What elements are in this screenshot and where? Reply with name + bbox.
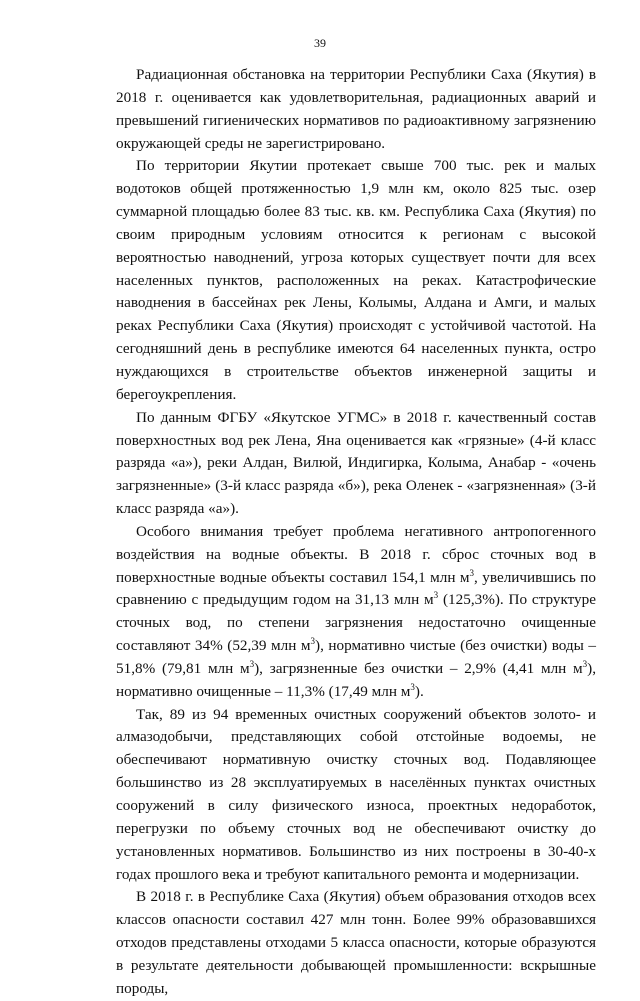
paragraph-text: Особого внимания требует проблема негативного антропогенного воздействия на водные объекты. В 2018 г. сброс сточных вод в поверхностные водные объекты составил 154,1 млн м [116, 522, 596, 586]
paragraph-text: ), нормативно чистые (без очистки) воды – 51,8% (79,81 млн м [116, 637, 596, 677]
paragraph-text: (125,3%). По структуре сточных вод, по степени загрязнения недостаточно очищенные составляют 34% (52,39 млн м [116, 591, 596, 655]
superscript: 3 [249, 658, 255, 669]
paragraph-text: ). [414, 682, 424, 700]
superscript: 3 [582, 658, 588, 669]
page-body [116, 64, 596, 1001]
paragraph-water-quality [116, 407, 596, 521]
superscript: 3 [310, 636, 316, 647]
paragraph-waste [116, 886, 596, 1000]
paragraph-wastewater [116, 521, 596, 704]
paragraph-text: По территории Якутии протекает свыше 700 тыс. рек и малых водотоков общей протяженностью 1,9 млн км, около 825 тыс. озер суммарной площадью более 83 тыс. кв. км. Республика Саха (Якутия) по своим природным условиям относится к регионам с высокой вероятностью наводнений, угроза которых существует почти для всех населенных пунктов, расположенных на реках. Катастрофические наводнения в бассейнах рек Лены, Колымы, Алдана и Амги, и малых реках Республики Саха (Якутия) происходят с устойчивой частотой. На сегодняшний день в республике имеются 64 населенных пункта, остро нуждающихся в строительстве объектов инженерной защиты и берегоукрепления. [116, 157, 596, 403]
paragraph-text: По данным ФГБУ «Якутское УГМС» в 2018 г. качественный состав поверхностных вод рек Лена, Яна оценивается как «грязные» (4-й класс разряда «а»), реки Алдан, Вилюй, Индигирка, Колыма, Анабар - «очень загрязненные» (3-й класс разряда «б»), река Оленек - «загрязненная» (3-й класс разряда «а»). [116, 408, 596, 518]
page-number: 39 [314, 36, 326, 50]
paragraph-text: В 2018 г. в Республике Саха (Якутия) объем образования отходов всех классов опасности составил 427 млн тонн. Более 99% образовавшихся отходов представлены отходами 5 класса опасности, которые образуются в результате деятельности добывающей промышленности: вскрышные породы, [116, 888, 596, 997]
superscript: 3 [469, 567, 475, 578]
paragraph-text: Радиационная обстановка на территории Республики Саха (Якутия) в 2018 г. оценивается как удовлетворительная, радиационных аварий и превышений гигиенических нормативов по радиоактивному загрязнению окружающей среды не зарегистрировано. [116, 66, 596, 152]
paragraph-text: , увеличившись по сравнению с предыдущим годом на 31,13 млн м [116, 568, 596, 609]
paragraph-text: ), загрязненные без очистки – 2,9% (4,41 млн м [254, 659, 583, 677]
superscript: 3 [433, 590, 439, 601]
paragraph-treatment-facilities [116, 704, 596, 887]
paragraph-text: Так, 89 из 94 временных очистных сооружений объектов золото- и алмазодобычи, представляющих собой отстойные водоемы, не обеспечивают нормативную очистку сточных вод. Подавляющее большинство из 28 эксплуатируемых в населённых пунктах очистных сооружений в силу физического износа, проектных недоработок, перегрузки по объему сточных вод не обеспечивают очистку до установленных нормативов. Большинство из них построены в 30-40-х годах прошлого века и требуют капитального ремонта и модернизации. [116, 705, 596, 883]
paragraph-rivers-floods [116, 155, 596, 406]
paragraph-text: ), нормативно очищенные – 11,3% (17,49 млн м [116, 659, 596, 700]
superscript: 3 [410, 681, 415, 692]
paragraph-radiation [116, 64, 596, 155]
